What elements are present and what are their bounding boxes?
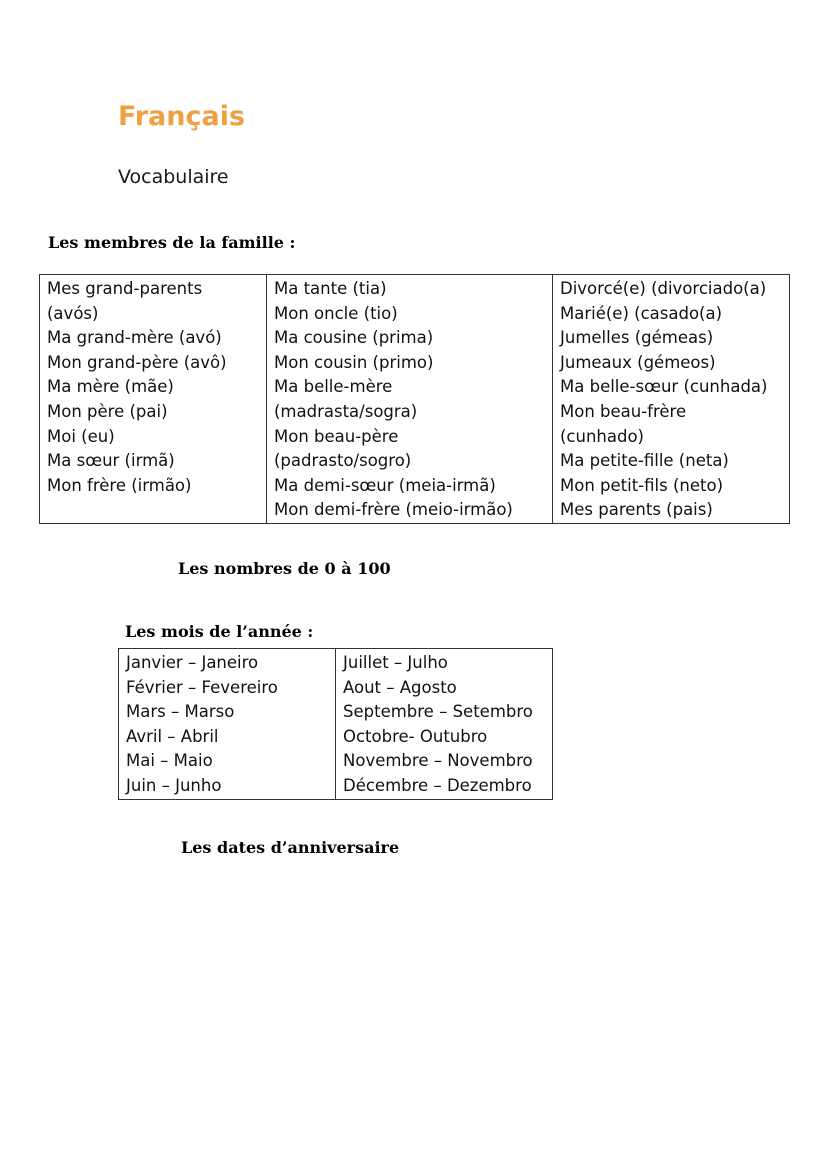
family-column-immediate xyxy=(40,275,267,524)
list-item: Avril – Abril xyxy=(126,726,219,746)
months-vocabulary-table xyxy=(118,648,553,800)
list-item: Juillet – Julho xyxy=(343,653,448,672)
list-item: Ma cousine (prima) xyxy=(274,328,434,348)
document-subtitle: Vocabulaire xyxy=(118,166,229,188)
list-item: Marié(e) (casado(a) xyxy=(560,303,723,323)
list-item: Jumelles (gémeas) xyxy=(560,328,714,348)
list-item: Mon petit-fils (neto) xyxy=(560,475,724,495)
months-column-second-half xyxy=(336,649,553,800)
list-item: (padrasto/sogro) xyxy=(274,451,412,471)
list-item: Octobre- Outubro xyxy=(343,726,488,746)
list-item: Janvier – Janeiro xyxy=(126,653,259,672)
list-item: Ma petite-fille (neta) xyxy=(560,451,729,471)
list-item: Décembre – Dezembro xyxy=(343,775,532,795)
list-item: Mon cousin (primo) xyxy=(274,352,434,372)
document-title: Français xyxy=(118,101,246,132)
list-item: (madrasta/sogra) xyxy=(274,401,418,421)
list-item: Mars – Marso xyxy=(126,702,235,722)
list-item: Mes parents (pais) xyxy=(560,500,713,520)
family-section-heading: Les membres de la famille : xyxy=(48,233,296,252)
list-item: Mon oncle (tio) xyxy=(274,303,398,323)
list-item: Divorcé(e) (divorciado(a) xyxy=(560,279,767,298)
list-item: Ma belle-sœur (cunhada) xyxy=(560,377,768,397)
list-item: Mai – Maio xyxy=(126,751,213,771)
list-item: Ma grand-mère (avó) xyxy=(47,328,222,348)
list-item: Mon frère (irmão) xyxy=(47,475,192,495)
list-item: Ma demi-sœur (meia-irmã) xyxy=(274,475,496,495)
numbers-section-heading: Les nombres de 0 à 100 xyxy=(178,559,391,578)
family-column-extended xyxy=(267,275,553,524)
birthdays-section-heading: Les dates d’anniversaire xyxy=(181,838,400,857)
table-row xyxy=(119,649,553,800)
list-item: (cunhado) xyxy=(560,426,644,446)
list-item: Mon père (pai) xyxy=(47,401,168,421)
table-row xyxy=(40,275,790,524)
list-item: Ma tante (tia) xyxy=(274,279,387,298)
list-item: Mon grand-père (avô) xyxy=(47,352,227,372)
list-item: Jumeaux (gémeos) xyxy=(560,352,716,372)
list-item: Moi (eu) xyxy=(47,426,115,446)
list-item: Novembre – Novembro xyxy=(343,751,533,771)
list-item: (avós) xyxy=(47,303,99,323)
list-item: Juin – Junho xyxy=(126,775,222,795)
list-item: Mes grand-parents xyxy=(47,279,203,298)
list-item: Aout – Agosto xyxy=(343,677,457,697)
family-column-status xyxy=(553,275,790,524)
months-section-heading: Les mois de l’année : xyxy=(125,622,314,641)
list-item: Février – Fevereiro xyxy=(126,677,278,697)
list-item: Ma sœur (irmã) xyxy=(47,451,175,471)
list-item: Mon beau-père xyxy=(274,426,399,446)
list-item: Mon beau-frère xyxy=(560,401,687,421)
list-item: Ma belle-mère xyxy=(274,377,393,397)
family-vocabulary-table xyxy=(39,274,790,524)
list-item: Mon demi-frère (meio-irmão) xyxy=(274,500,513,520)
list-item: Septembre – Setembro xyxy=(343,702,533,722)
list-item: Ma mère (mãe) xyxy=(47,377,174,397)
months-column-first-half xyxy=(119,649,336,800)
